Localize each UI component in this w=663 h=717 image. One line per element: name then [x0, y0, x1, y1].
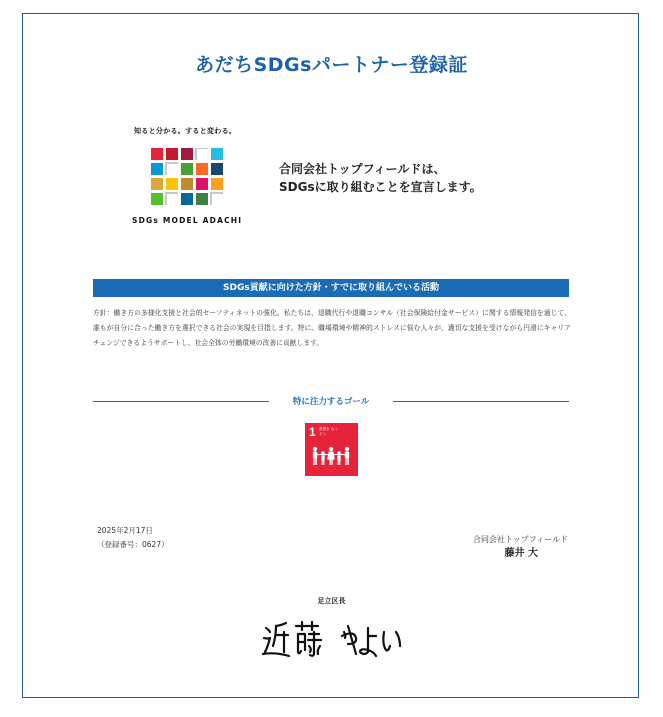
- logo-grid-color-cell: [151, 178, 163, 190]
- family-figures-icon: [311, 445, 353, 467]
- logo-grid-color-cell: [196, 163, 208, 175]
- registration-info: [97, 524, 169, 552]
- policy-heading: SDGs貢献に向けた方針・すでに取り組んでいる活動: [93, 279, 569, 297]
- logo-grid-color-cell: [151, 148, 163, 160]
- logo-grid-color-cell: [211, 148, 223, 160]
- company-block: [473, 533, 568, 561]
- goal-name: 貧困を なくそう: [319, 427, 339, 436]
- logo-grid-color-cell: [181, 193, 193, 205]
- certificate-title: あだちSDGsパートナー登録証: [195, 54, 468, 76]
- logo-grid-color-cell: [196, 193, 208, 205]
- divider-right: [393, 401, 569, 402]
- goal-number: 1: [309, 425, 316, 439]
- focus-goals-heading: [93, 395, 569, 409]
- logo-grid-color-cell: [181, 148, 193, 160]
- logo-grid-color-cell: [211, 178, 223, 190]
- sdgs-model-adachi-logo: [128, 124, 253, 229]
- registration-number: （登録番号：0627）: [97, 540, 169, 549]
- company-name: 合同会社トップフィールド: [473, 535, 568, 544]
- focus-goals-title: 特に注力するゴール: [292, 397, 370, 407]
- logo-grid-frame-cell: [166, 163, 178, 175]
- representative-name: 藤井 大: [504, 548, 538, 559]
- logo-grid-color-cell: [151, 163, 163, 175]
- logo-grid-color-cell: [211, 163, 223, 175]
- logo-grid-color-cell: [181, 163, 193, 175]
- sdg-goal-1-icon: [305, 423, 358, 476]
- declaration-line-2: SDGsに取り組むことを宣言します。: [279, 180, 482, 194]
- logo-grid-color-cell: [196, 178, 208, 190]
- policy-text: 方針：働き方の多様化支援と社会的セーフティネットの強化。私たちは、退職代行や退職コンサル（社会保険給付金サービス）に関する情報発信を通じて、誰もが自分に合った働き方を選択できる社会の実現を目指します。特に、職場環境や精神的ストレスに悩む人々が、適切な支援を受けながら円滑にキャリアチェンジできるようサポートし、社会全体の労働環境の改善に貢献します。: [93, 309, 571, 347]
- sdgs-color-grid-icon: [144, 148, 234, 208]
- logo-caption: SDGs MODEL ADACHI: [132, 216, 243, 225]
- registration-date: 2025年2月17日: [97, 526, 153, 535]
- logo-grid-color-cell: [151, 193, 163, 205]
- logo-tagline: 知ると分かる。すると変わる。: [134, 127, 237, 135]
- logo-grid-frame-cell: [166, 193, 178, 205]
- mayor-title: 足立区長: [317, 597, 346, 605]
- logo-grid-color-cell: [181, 178, 193, 190]
- logo-grid-frame-cell: [196, 148, 208, 160]
- logo-grid-color-cell: [166, 178, 178, 190]
- logo-grid-color-cell: [166, 148, 178, 160]
- logo-grid-frame-cell: [211, 193, 223, 205]
- mayor-signature-image: [260, 618, 405, 663]
- declaration-line-1: 合同会社トップフィールドは、: [279, 162, 446, 176]
- declaration: [279, 160, 482, 196]
